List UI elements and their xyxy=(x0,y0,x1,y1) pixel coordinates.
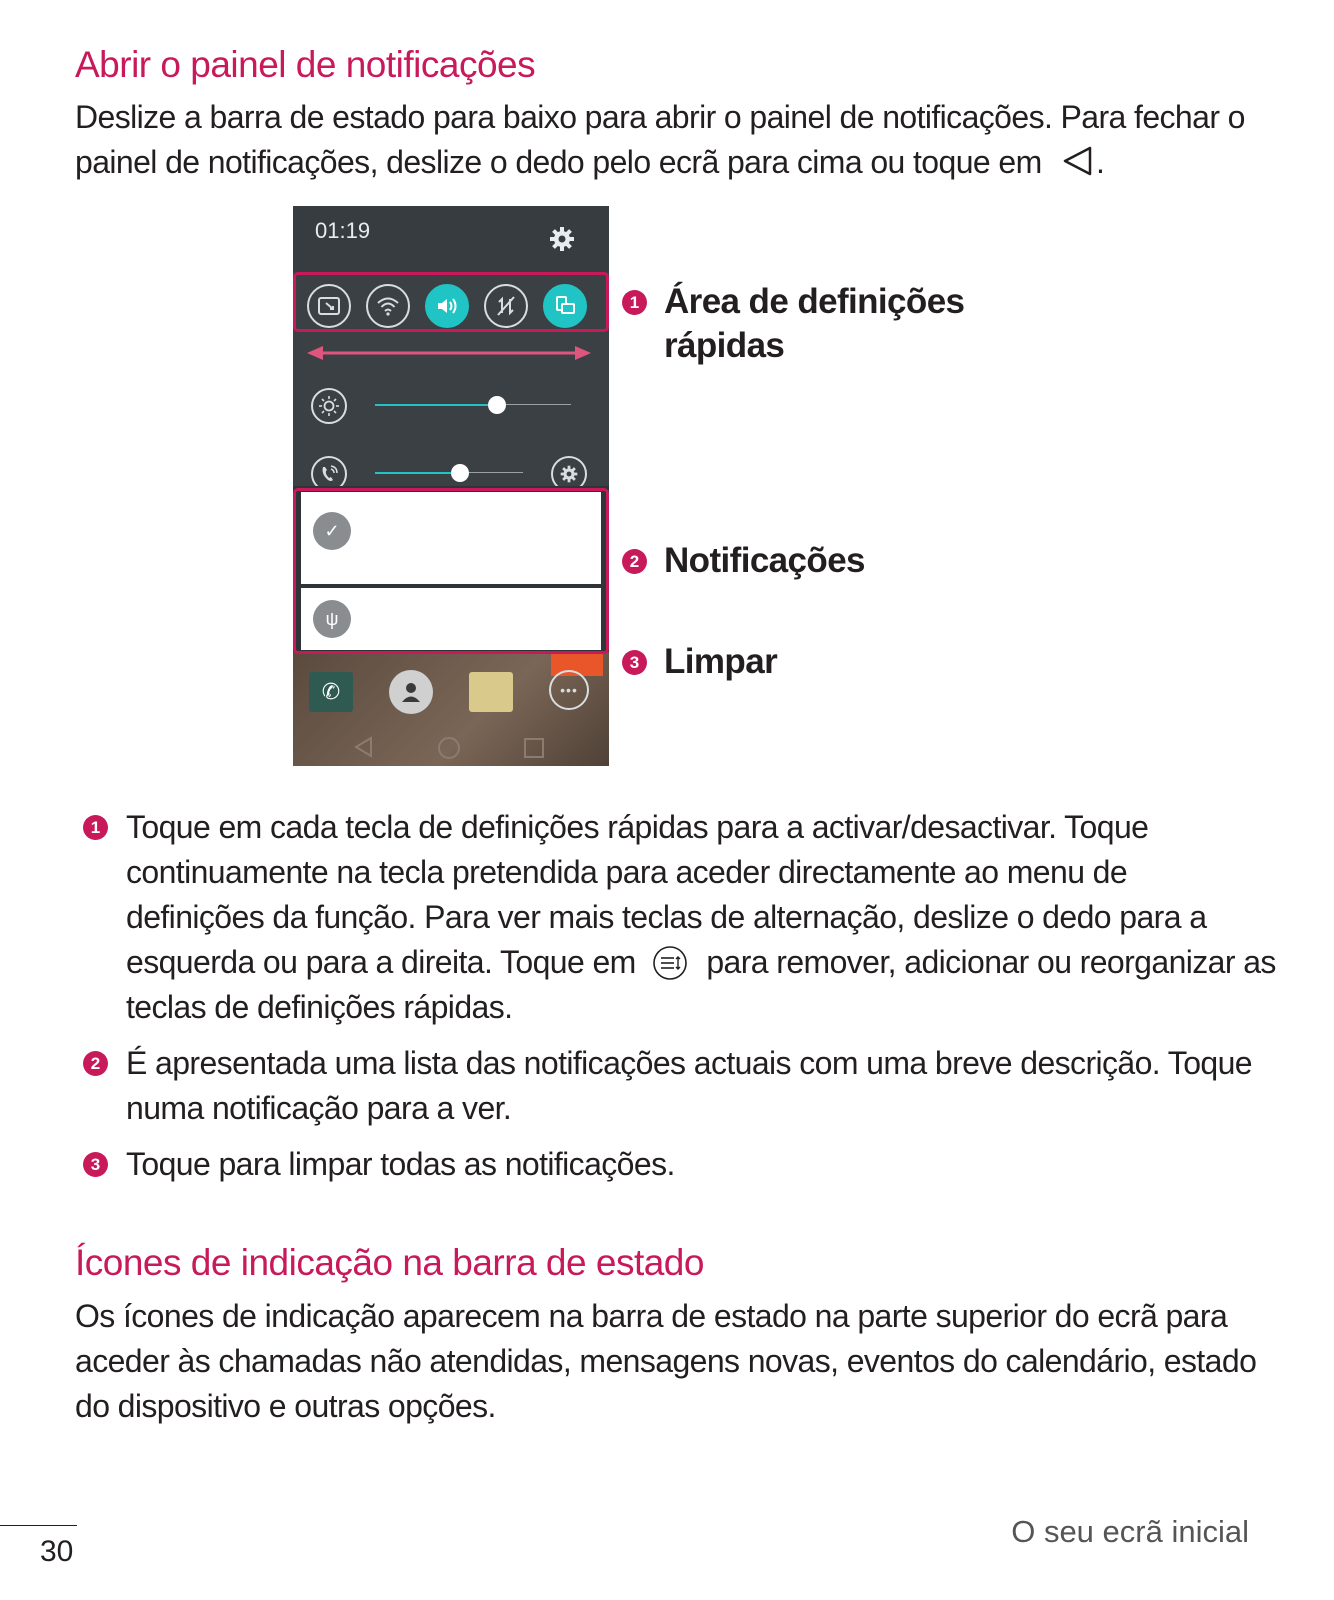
paragraph-text: painel de notificações, deslize o dedo pelo ecrã para cima ou toque em xyxy=(75,144,1042,180)
list-line: Toque para limpar todas as notificações. xyxy=(126,1146,675,1182)
settings-gear-icon[interactable] xyxy=(549,226,575,252)
list-line-text: esquerda ou para a direita. Toque em xyxy=(126,944,636,980)
clock-text: 01:19 xyxy=(315,218,371,243)
list-line: numa notificação para a ver. xyxy=(126,1090,512,1126)
paragraph-line: do dispositivo e outras opções. xyxy=(75,1388,496,1424)
apps-drawer-icon[interactable]: ••• xyxy=(549,670,589,710)
usb-icon: ψ xyxy=(313,600,351,638)
callout-number-badge: 1 xyxy=(622,290,647,315)
volume-slider-thumb[interactable] xyxy=(451,464,469,482)
notifications-highlight xyxy=(293,488,609,654)
paragraph-end: . xyxy=(1095,144,1105,180)
callout-label xyxy=(664,280,964,368)
section-paragraph xyxy=(75,95,1245,185)
nav-home-icon[interactable] xyxy=(437,736,461,760)
brightness-slider-thumb[interactable] xyxy=(488,396,506,414)
list-line: Toque em cada tecla de definições rápidas para a activar/desactivar. Toque xyxy=(126,809,1149,845)
list-line: continuamente na tecla pretendida para aceder directamente ao menu de xyxy=(126,854,1128,890)
volume-slider[interactable] xyxy=(375,472,523,476)
contacts-app-icon[interactable] xyxy=(389,670,433,714)
callout-label-line: Área de definições xyxy=(664,282,965,321)
phone-screenshot xyxy=(293,206,609,766)
callout-label xyxy=(664,539,865,583)
list-text xyxy=(126,805,1276,1030)
paragraph-line: aceder às chamadas não atendidas, mensagens novas, eventos do calendário, estado xyxy=(75,1343,1257,1379)
nav-recents-icon[interactable] xyxy=(523,737,545,759)
chapter-title: O seu ecrã inicial xyxy=(1011,1514,1249,1549)
callout-number-badge: 2 xyxy=(622,549,647,574)
section-paragraph xyxy=(75,1294,1256,1429)
page-number: 30 xyxy=(40,1535,74,1568)
callout-number-badge: 3 xyxy=(622,650,647,675)
brightness-slider[interactable] xyxy=(375,404,571,408)
phone-app-icon[interactable]: ✆ xyxy=(309,672,353,712)
paragraph-line: Deslize a barra de estado para baixo para abrir o painel de notificações. Para fechar o xyxy=(75,99,1245,135)
section-title-notification-panel: Abrir o painel de notificações xyxy=(75,44,536,85)
list-line-text: para remover, adicionar ou reorganizar as xyxy=(706,944,1276,980)
section-title-status-bar-icons: Ícones de indicação na barra de estado xyxy=(75,1242,704,1283)
back-icon xyxy=(1060,145,1096,177)
footer-rule xyxy=(0,1525,77,1526)
brightness-icon xyxy=(311,388,347,424)
edit-quick-settings-icon xyxy=(652,945,688,981)
list-number-badge: 2 xyxy=(83,1051,108,1076)
quick-settings-highlight xyxy=(293,272,609,332)
paragraph-line: Os ícones de indicação aparecem na barra de estado na parte superior do ecrã para xyxy=(75,1298,1228,1334)
list-line: teclas de definições rápidas. xyxy=(126,989,513,1025)
status-bar xyxy=(293,206,609,272)
list-text xyxy=(126,1041,1252,1131)
callout-label xyxy=(664,640,777,684)
paragraph-line xyxy=(75,140,1245,185)
callout-label-line: Notificações xyxy=(664,541,865,580)
list-number-badge: 1 xyxy=(83,815,108,840)
list-line: É apresentada uma lista das notificações actuais com uma breve descrição. Toque xyxy=(126,1045,1252,1081)
callout-label-line: Limpar xyxy=(664,642,778,681)
nav-back-icon[interactable] xyxy=(353,736,375,758)
callout-label-line: rápidas xyxy=(664,326,785,365)
list-line xyxy=(126,940,1276,985)
list-text xyxy=(126,1142,675,1187)
list-line: definições da função. Para ver mais teclas de alternação, deslize o dedo para a xyxy=(126,899,1207,935)
swipe-arrow-icon xyxy=(307,344,591,362)
check-icon: ✓ xyxy=(313,512,351,550)
list-number-badge: 3 xyxy=(83,1152,108,1177)
messages-app-icon[interactable] xyxy=(469,672,513,712)
